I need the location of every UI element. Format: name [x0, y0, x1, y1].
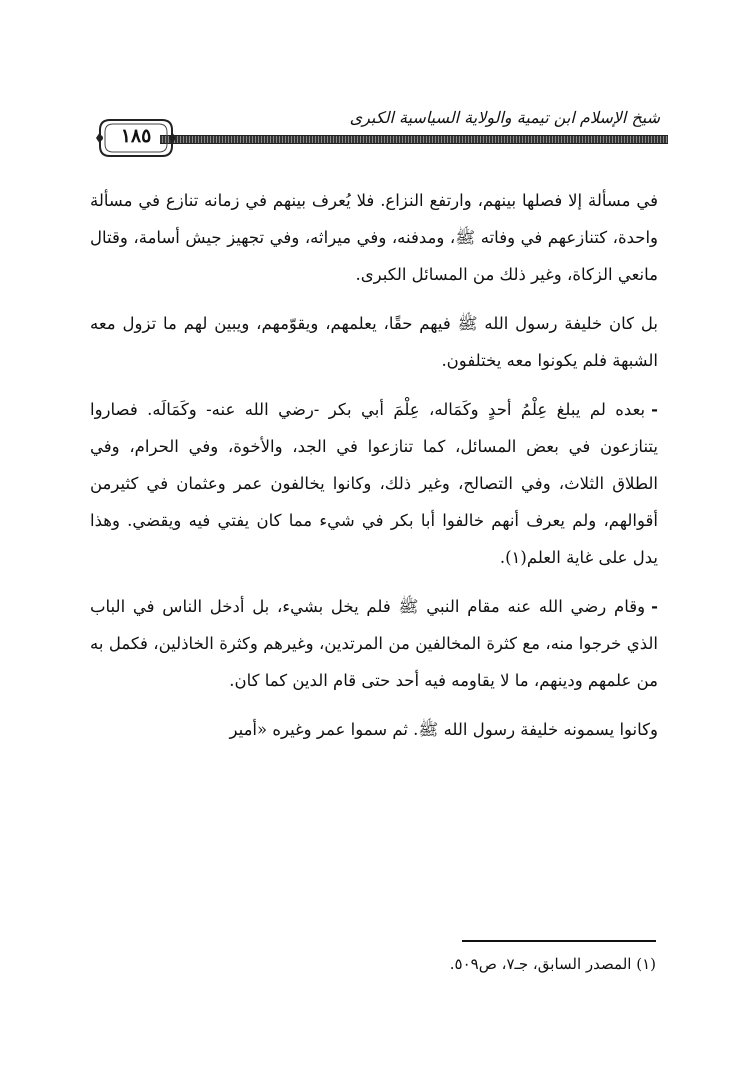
page-number-badge: [96, 114, 176, 162]
dash-marker: -: [651, 400, 658, 419]
footnote: (١) المصدر السابق، جـ٧، ص٥٠٩.: [449, 955, 656, 973]
body-text: [90, 182, 658, 760]
paragraph-2: بل كان خليفة رسول الله ﷺ فيهم حقًا، يعلمهم، ويقوّمهم، ويبين لهم ما تزول معه الشبهة فلم يكونوا معه يختلفون.: [90, 314, 658, 370]
paragraph-4-text: وقام رضي الله عنه مقام النبي ﷺ فلم يخل بشيء، بل أدخل الناس في الباب الذي خرجوا منه، مع كثرة المخالفين من المرتدين، وغيرهم وكثرة الخاذلين، فكمل به من علمهم ودينهم، ما لا يقاومه فيه أحد حتى قام الدين كما كان.: [90, 597, 658, 690]
dash-marker: -: [651, 597, 658, 616]
paragraph-5: وكانوا يسمونه خليفة رسول الله ﷺ. ثم سموا عمر وغيره «أمير: [229, 720, 658, 739]
paragraph-3: [90, 391, 658, 576]
paragraph-3-text: بعده لم يبلغ عِلْمُ أحدٍ وكَمَاله، عِلْمَ أبي بكر -رضي الله عنه- وكَمَالَه. فصاروا يتنازعون في بعض المسائل، كما تنازعوا في الجد، والأخوة، وفي الحرام، وفي الطلاق الثلاث، وفي التصالح، وغير ذلك، وكانوا يخالفون عمر وعثمان في كثيرمن أقوالهم، ولم يعرف أنهم خالفوا أبا بكر في شيء مما كان يفتي فيه ويقضي. وهذا يدل على غاية العلم(١).: [90, 400, 658, 567]
page-number: ١٨٥: [120, 125, 152, 147]
paragraph-1: في مسألة إلا فصلها بينهم، وارتفع النزاع. فلا يُعرف بينهم في زمانه تنازع في مسألة واحدة، كتنازعهم في وفاته ﷺ، ومدفنه، وفي ميراثه، وفي تجهيز جيش أسامة، وقتال مانعي الزكاة، وغير ذلك من المسائل الكبرى.: [90, 191, 658, 284]
header-rule: [160, 135, 668, 144]
running-header: [88, 100, 668, 180]
header-title: شيخ الإسلام ابن تيمية والولاية السياسية الكبرى: [349, 108, 660, 127]
paragraph-4: [90, 588, 658, 699]
footnote-rule: [462, 940, 656, 942]
